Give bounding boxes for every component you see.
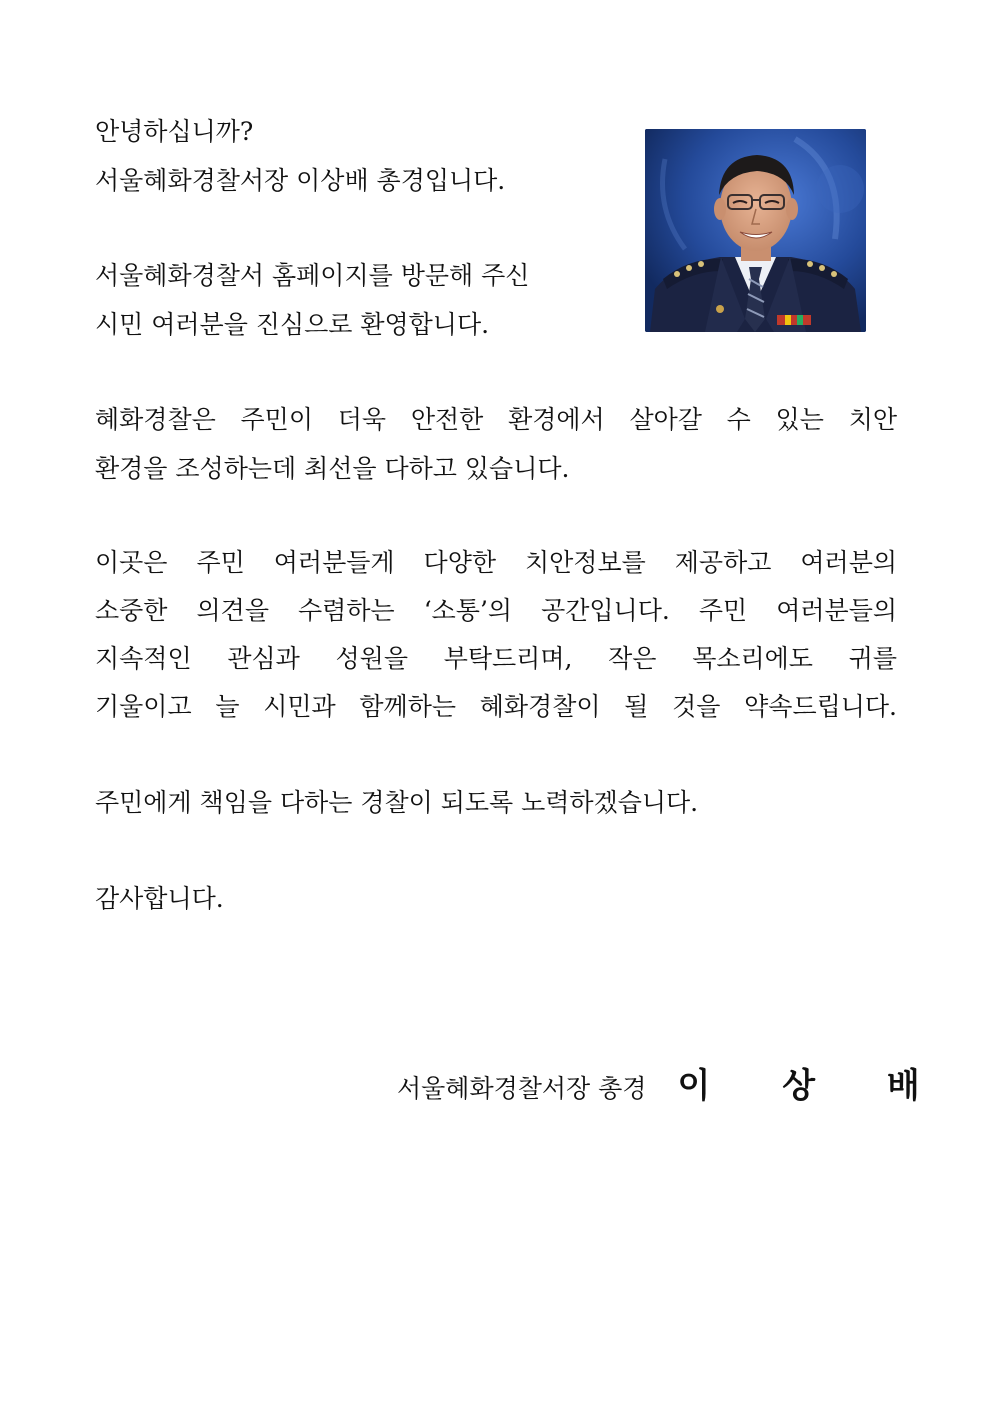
welcome-line-1: 서울혜화경찰서 홈페이지를 방문해 주신: [95, 261, 530, 290]
portrait-photo: [645, 129, 866, 332]
signature-block: [397, 1058, 950, 1107]
paragraph-2-line-1: 이곳은 주민 여러분들게 다양한 치안정보를 제공하고 여러분의: [95, 548, 897, 577]
paragraph-2-line-2: 소중한 의견을 수렴하는 ‘소통’의 공간입니다. 주민 여러분들의: [95, 596, 897, 625]
police-chief-portrait-icon: [645, 129, 866, 332]
signature-name: 이 상 배: [677, 1066, 950, 1106]
greeting-line-1: 안녕하십니까?: [95, 117, 254, 146]
paragraph-2-line-4: 기울이고 늘 시민과 함께하는 혜화경찰이 될 것을 약속드립니다.: [95, 692, 897, 721]
paragraph-1-line-1: 혜화경찰은 주민이 더욱 안전한 환경에서 살아갈 수 있는 치안: [95, 405, 897, 434]
closing-text: 감사합니다.: [95, 884, 224, 913]
signature-title: 서울혜화경찰서장 총경: [397, 1074, 647, 1103]
paragraph-3: 주민에게 책임을 다하는 경찰이 되도록 노력하겠습니다.: [95, 788, 699, 817]
paragraph-1-line-2: 환경을 조성하는데 최선을 다하고 있습니다.: [95, 454, 570, 483]
greeting-line-2: 서울혜화경찰서장 이상배 총경입니다.: [95, 166, 506, 195]
welcome-line-2: 시민 여러분을 진심으로 환영합니다.: [95, 310, 490, 339]
paragraph-2-line-3: 지속적인 관심과 성원을 부탁드리며, 작은 목소리에도 귀를: [95, 644, 897, 673]
